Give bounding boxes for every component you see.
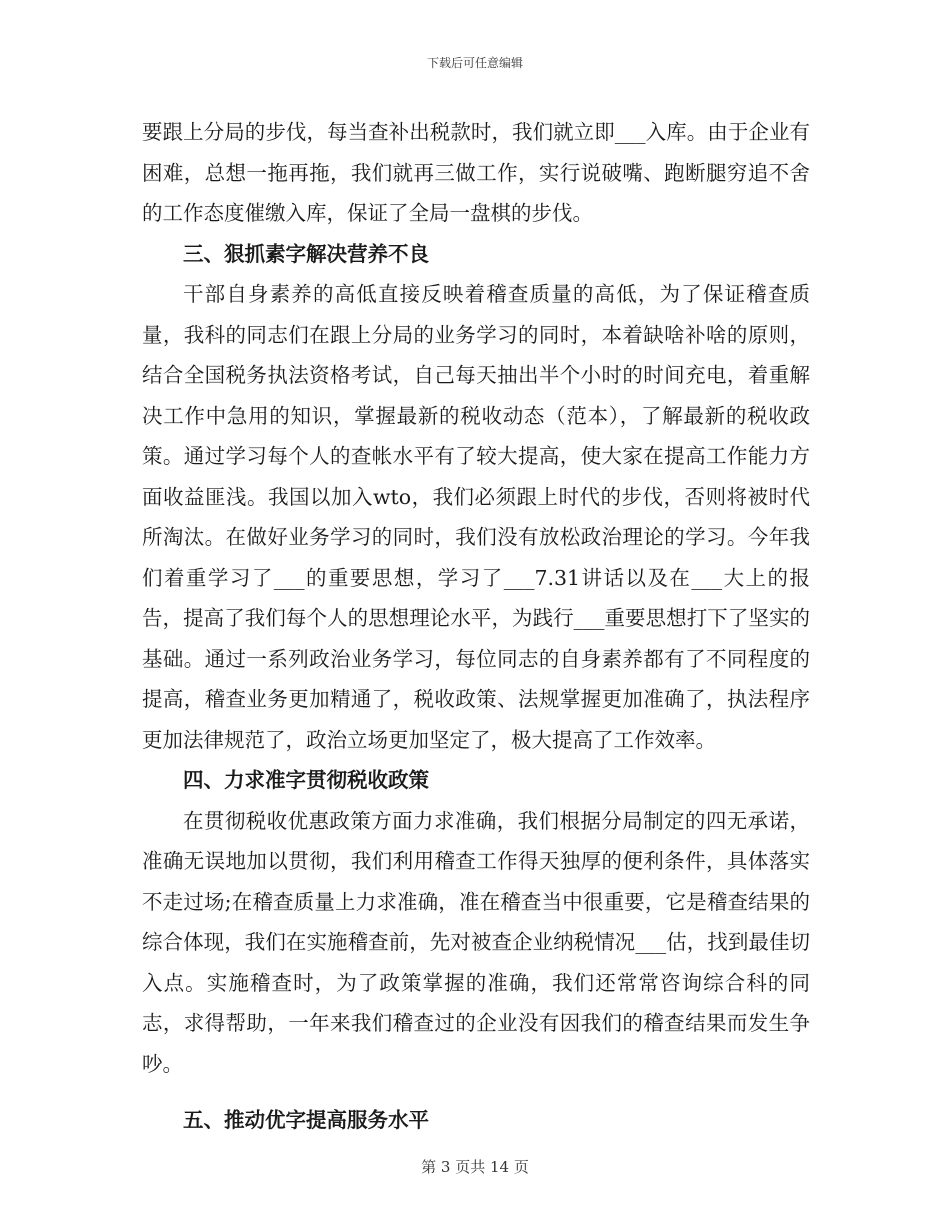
- section-heading-3: 三、狠抓素字解决营养不良: [183, 241, 429, 266]
- document-body: [142, 112, 810, 1141]
- section-heading-5: 五、推动优字提高服务水平: [183, 1108, 429, 1132]
- paragraph-gap: [142, 1084, 810, 1100]
- paragraph-section-4: 在贯彻税收优惠政策方面力求准确，我们根据分局制定的四无承诺，准确无误地加以贯彻，我们利用稽查工作得天独厚的便利条件，具体落实不走过场;在稽查质量上力求准确，准在稽查当中很重要，它是稽查结果的综合体现，我们在实施稽查前，先对被查企业纳税情况___估，找到最佳切入点。实施稽查时，为了政策掌握的准确，我们还常常咨询综合科的同志，求得帮助，一年来我们稽查过的企业没有因我们的稽查结果而发生争吵。: [142, 808, 810, 1076]
- page-footer: 第 3 页共 14 页: [421, 1158, 529, 1176]
- page-header: 下载后可任意编辑: [426, 56, 523, 70]
- paragraph-section-3: 干部自身素养的高低直接反映着稽查质量的高低，为了保证稽查质量，我科的同志们在跟上分局的业务学习的同时，本着缺啥补啥的原则，结合全国税务执法资格考试，自己每天抽出半个小时的时间充电，着重解决工作中急用的知识，掌握最新的税收动态（范本），了解最新的税收政策。通过学习每个人的查帐水平有了较大提高，使大家在提高工作能力方面收益匪浅。我国以加入wto，我们必须跟上时代的步伐，否则将被时代所淘汰。在做好业务学习的同时，我们没有放松政治理论的学习。今年我们着重学习了___的重要思想，学习了___7.31讲话以及在___大上的报告，提高了我们每个人的思想理论水平，为践行___重要思想打下了坚实的基础。通过一系列政治业务学习，每位同志的自身素养都有了不同程度的提高，稽查业务更加精通了，税收政策、法规掌握更加准确了，执法程序更加法律规范了，政治立场更加坚定了，极大提高了工作效率。: [142, 282, 810, 752]
- paragraph-continuation: 要跟上分局的步伐，每当查补出税款时，我们就立即___入库。由于企业有困难，总想一拖再拖，我们就再三做工作，实行说破嘴、跑断腿穷追不舍的工作态度催缴入库，保证了全局一盘棋的步伐。: [142, 120, 810, 225]
- section-heading-4: 四、力求准字贯彻税收政策: [183, 768, 429, 792]
